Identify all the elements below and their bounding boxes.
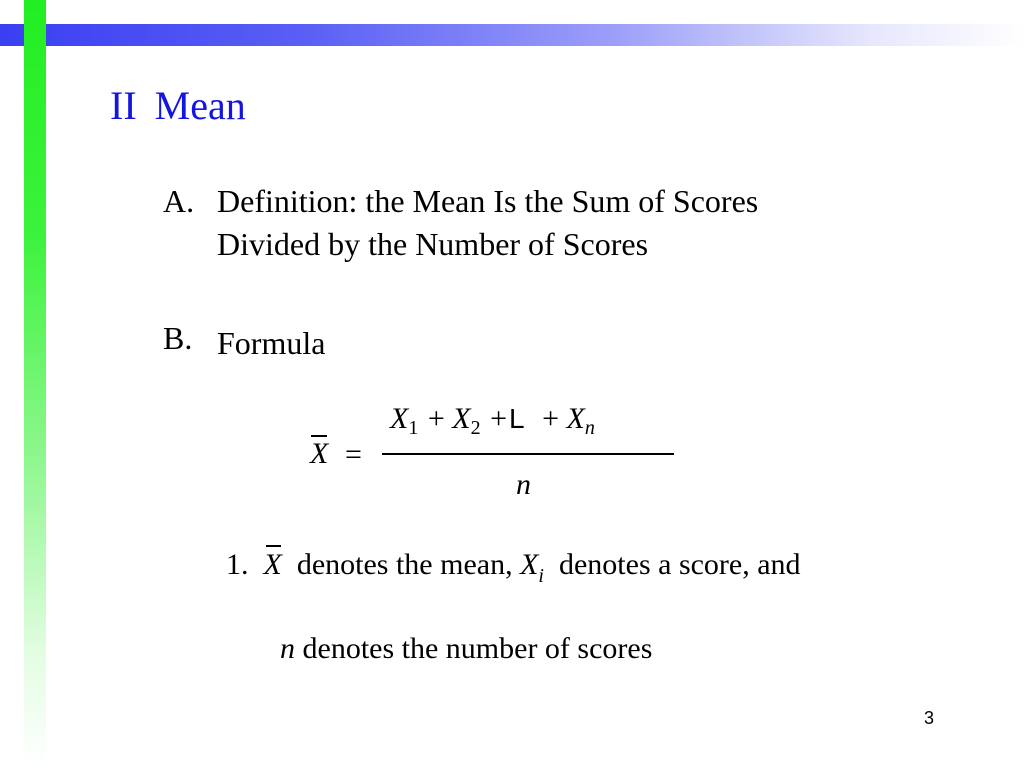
mean-formula (300, 398, 700, 508)
formula-term-2-symbol: X (452, 402, 471, 435)
formula-term-n-subscript: n (584, 417, 595, 439)
formula-term-1-symbol: X (390, 402, 409, 435)
sub-item-1-line-1 (226, 548, 801, 588)
sub-item-count-text: denotes the number of scores (302, 632, 653, 665)
sub-item-score-symbol: X (520, 548, 539, 581)
page-number: 3 (924, 708, 935, 728)
formula-denominator: n (516, 468, 531, 501)
formula-plus-2: + (490, 402, 507, 435)
side-decorative-bar (24, 0, 46, 768)
formula-numerator (390, 402, 597, 440)
sub-item-mean-text: denotes the mean, (296, 548, 513, 581)
formula-term-n-symbol: X (566, 402, 585, 435)
sub-item-count-symbol: n (280, 632, 295, 665)
slide-title-text: Mean (154, 83, 246, 128)
formula-lhs (310, 437, 328, 471)
sub-item-number: 1. (226, 548, 249, 581)
sub-item-mean-symbol: X (263, 548, 282, 581)
item-a-label: A. (163, 183, 195, 219)
slide-title (110, 83, 246, 128)
sub-item-score-subscript: i (538, 565, 544, 587)
item-b-text: Formula (217, 325, 326, 361)
sub-item-1-line-2 (280, 632, 652, 666)
item-a-line-1: Definition: the Mean Is the Sum of Scores (217, 183, 759, 219)
sub-item-score-text: denotes a score, and (558, 548, 801, 581)
formula-fraction-line (382, 453, 674, 455)
item-a-text (217, 180, 758, 266)
formula-mean-symbol: X (310, 437, 329, 470)
formula-plus-1: + (427, 402, 445, 435)
item-b-label: B. (163, 320, 193, 356)
formula-term-1-subscript: 1 (408, 417, 419, 439)
formula-ellipsis: L (509, 403, 525, 434)
formula-plus-3: + (542, 402, 559, 435)
item-a-line-2: Divided by the Number of Scores (217, 226, 649, 263)
top-decorative-bar (0, 24, 1024, 46)
formula-equals: = (345, 438, 362, 471)
formula-term-2-subscript: 2 (470, 417, 481, 439)
slide-title-number: II (110, 83, 137, 128)
